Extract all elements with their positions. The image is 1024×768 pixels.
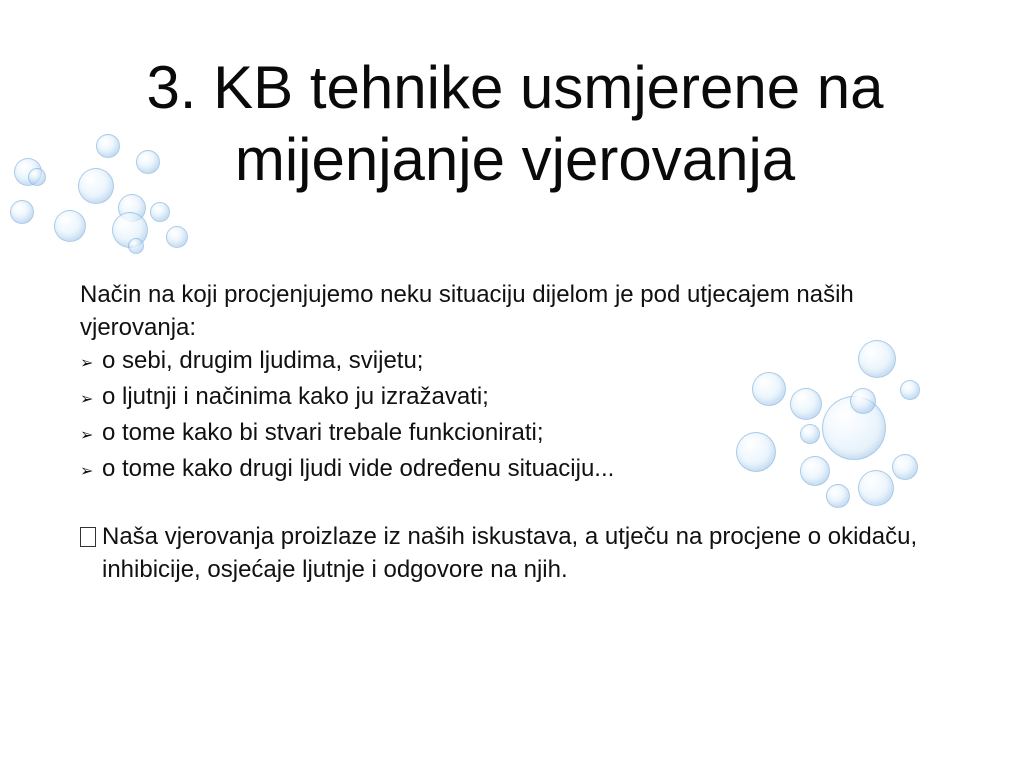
empty-box-icon xyxy=(80,527,96,547)
slide-body xyxy=(80,278,960,586)
arrow-head-right-icon: ➢ xyxy=(80,427,94,444)
list-item-text: o tome kako bi stvari trebale funkcionirati; xyxy=(102,419,544,446)
bubble xyxy=(166,226,188,248)
list-item-text: o tome kako drugi ljudi vide određenu situaciju... xyxy=(102,455,615,482)
list-item-text: o ljutnji i načinima kako ju izražavati; xyxy=(102,383,489,410)
list-item xyxy=(80,344,960,380)
arrow-head-right-icon: ➢ xyxy=(80,463,94,480)
slide-title: 3. KB tehnike usmjerene na mijenjanje vjerovanja xyxy=(146,54,884,193)
list-item xyxy=(80,452,960,488)
note-paragraph xyxy=(80,520,960,586)
arrow-head-right-icon: ➢ xyxy=(80,391,94,408)
intro-paragraph: Način na koji procjenjujemo neku situaciju dijelom je pod utjecajem naših vjerovanja: xyxy=(80,281,854,341)
list-item xyxy=(80,380,960,416)
bubble xyxy=(128,238,144,254)
bubble xyxy=(150,202,170,222)
bubble xyxy=(54,210,86,242)
list-item-text: o sebi, drugim ljudima, svijetu; xyxy=(102,347,424,374)
bubble xyxy=(10,200,34,224)
list-item xyxy=(80,416,960,452)
arrow-head-right-icon: ➢ xyxy=(80,355,94,372)
note-text: Naša vjerovanja proizlaze iz naših iskustava, a utječu na procjene o okidaču, inhibicije, osjećaje ljutnje i odgovore na njih. xyxy=(102,523,918,583)
belief-list xyxy=(80,344,960,488)
